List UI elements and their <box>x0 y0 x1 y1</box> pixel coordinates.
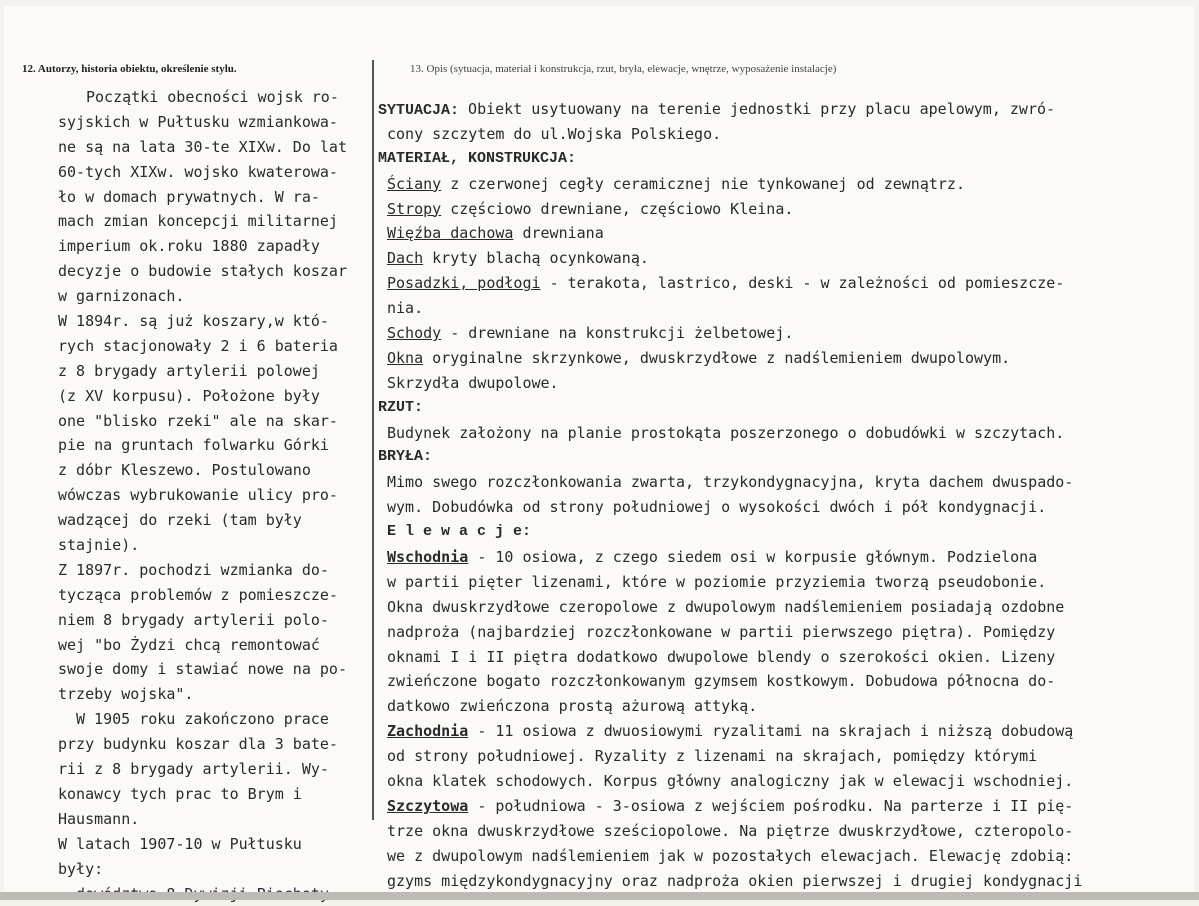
stropy-text: częściowo drewniane, częściowo Kleina. <box>450 200 793 218</box>
history-line: z dóbr Kleszewo. Postulowano <box>58 458 370 483</box>
bryla-heading: BRYŁA: <box>378 445 1178 470</box>
wschodnia-text-2: w partii pięter lizenami, które w poziomie przyziemia tworzą pseudobonie. <box>378 570 1178 595</box>
wschodnia-text: - 10 osiowa, z czego siedem osi w korpusie głównym. Podzielona <box>477 548 1037 566</box>
szczytowa-text-3: we z dwupolowym nadślemieniem jak w pozostałych elewacjach. Elewację zdobią: <box>378 844 1178 869</box>
history-line: z 8 brygady artylerii polowej <box>58 359 370 384</box>
okna-text: oryginalne skrzynkowe, dwuskrzydłowe z nadślemieniem dwupolowym. <box>432 349 1010 367</box>
section-13-title: 13. Opis (sytuacja, materiał i konstrukcja, rzut, bryła, elewacje, wnętrze, wyposażenie instalacje) <box>410 63 836 75</box>
wschodnia-text-6: zwieńczone bogato rozczłonkowanym gzymsem kostkowym. Dobudowa północna do- <box>378 669 1178 694</box>
stropy-label: Stropy <box>387 200 441 218</box>
posadzki-text-cont: nia. <box>378 296 1178 321</box>
szczytowa-label: Szczytowa <box>387 797 468 815</box>
schody-label: Schody <box>387 324 441 342</box>
history-line: Z 1897r. pochodzi wzmianka do- <box>58 558 370 583</box>
history-line: wej "bo Żydzi chcą remontować <box>58 633 370 658</box>
wschodnia-text-5: oknami I i II piętra dodatkowo dwupolowe blendy o szerokości okien. Lizeny <box>378 645 1178 670</box>
history-line: imperium ok.roku 1880 zapadły <box>58 234 370 259</box>
history-line: były: <box>58 857 370 882</box>
posadzki-text: - terakota, lastrico, deski - w zależności od pomieszcze- <box>550 274 1065 292</box>
szczytowa-text-2: trze okna dwuskrzydłowe sześciopolowe. Na piętrze dwuskrzydłowe, czteropolo- <box>378 819 1178 844</box>
dach-label: Dach <box>387 249 423 267</box>
history-column <box>58 85 370 906</box>
schody-text: - drewniane na konstrukcji żelbetowej. <box>450 324 793 342</box>
history-line: (z XV korpusu). Położone były <box>58 384 370 409</box>
dach-text: kryty blachą ocynkowaną. <box>432 249 649 267</box>
history-line: niem 8 brygady artylerii polo- <box>58 608 370 633</box>
posadzki-label: Posadzki, podłogi <box>387 274 541 292</box>
szczytowa-text: - południowa - 3-osiowa z wejściem pośrodku. Na parterze i II pię- <box>477 797 1073 815</box>
history-line: w garnizonach. <box>58 284 370 309</box>
history-line: W 1905 roku zakończono prace <box>58 707 370 732</box>
wschodnia-text-7: datkowo zwieńczona prostą ażurową attyką. <box>378 694 1178 719</box>
history-line: rych stacjonowały 2 i 6 bateria <box>58 334 370 359</box>
history-line: mach zmian koncepcji militarnej <box>58 209 370 234</box>
history-line: przy budynku koszar dla 3 bate- <box>58 732 370 757</box>
history-line: konawcy tych prac to Brym i <box>58 782 370 807</box>
history-line: syjskich w Pułtusku wzmiankowa- <box>58 110 370 135</box>
wschodnia-label: Wschodnia <box>387 548 468 566</box>
history-line: tycząca problemów z pomieszcze- <box>58 583 370 608</box>
rzut-heading: RZUT: <box>378 396 1178 421</box>
wiezba-text: drewniana <box>522 224 603 242</box>
okna-text-cont: Skrzydła dwupolowe. <box>378 371 1178 396</box>
wiezba-label: Więźba dachowa <box>387 224 513 242</box>
history-line: rii z 8 brygady artylerii. Wy- <box>58 757 370 782</box>
history-line: Hausmann. <box>58 807 370 832</box>
bryla-text-2: wym. Dobudówka od strony południowej o wysokości dwóch i pół kondygnacji. <box>378 495 1178 520</box>
column-divider <box>372 60 374 820</box>
history-line: swoje domy i stawiać nowe na po- <box>58 657 370 682</box>
history-line: wadzącej do rzeki (tam były <box>58 508 370 533</box>
okna-label: Okna <box>387 349 423 367</box>
history-line: trzeby wojska". <box>58 682 370 707</box>
history-line: stajnie). <box>58 533 370 558</box>
zachodnia-text: - 11 osiowa z dwuosiowymi ryzalitami na skrajach i niższą dobudową <box>477 722 1073 740</box>
szczytowa-text-4: gzyms międzykondygnacyjny oraz nadproża okien pierwszej i drugiej kondygnacji <box>378 869 1178 894</box>
sytuacja-heading: SYTUACJA: <box>378 102 459 119</box>
history-line: 60-tych XIXw. wojsko kwaterowa- <box>58 160 370 185</box>
wschodnia-text-4: nadproża (najbardziej rozczłonkowane w partii pierwszego piętra). Pomiędzy <box>378 620 1178 645</box>
zachodnia-text-3: okna klatek schodowych. Korpus główny analogiczny jak w elewacji wschodniej. <box>378 769 1178 794</box>
sciany-text: z czerwonej cegły ceramicznej nie tynkowanej od zewnątrz. <box>450 175 965 193</box>
page-bottom-edge <box>0 892 1199 900</box>
history-line: pie na gruntach folwarku Górki <box>58 433 370 458</box>
history-line: one "blisko rzeki" ale na skar- <box>58 409 370 434</box>
description-column <box>378 97 1178 894</box>
section-12-title: 12. Autorzy, historia obiektu, określenie stylu. <box>22 63 237 75</box>
zachodnia-text-2: od strony południowej. Ryzality z lizenami na skrajach, pomiędzy którymi <box>378 744 1178 769</box>
sciany-label: Ściany <box>387 175 441 193</box>
zachodnia-label: Zachodnia <box>387 722 468 740</box>
history-line: Początki obecności wojsk ro- <box>58 85 370 110</box>
history-line: ne są na lata 30-te XIXw. Do lat <box>58 135 370 160</box>
wschodnia-text-3: Okna dwuskrzydłowe czeropolowe z dwupolowym nadślemieniem posiadają ozdobne <box>378 595 1178 620</box>
bryla-text-1: Mimo swego rozczłonkowania zwarta, trzykondygnacyjna, kryta dachem dwuspado- <box>378 470 1178 495</box>
rzut-text: Budynek założony na planie prostokąta poszerzonego o dobudówki w szczytach. <box>378 421 1178 446</box>
history-line: decyzje o budowie stałych koszar <box>58 259 370 284</box>
elewacje-heading: E l e w a c j e: <box>378 520 1178 545</box>
sytuacja-text-cont: cony szczytem do ul.Wojska Polskiego. <box>378 122 1178 147</box>
history-line: W latach 1907-10 w Pułtusku <box>58 832 370 857</box>
material-heading: MATERIAŁ, KONSTRUKCJA: <box>378 147 1178 172</box>
history-line: wówczas wybrukowanie ulicy pro- <box>58 483 370 508</box>
history-line: W 1894r. są już koszary,w któ- <box>58 309 370 334</box>
history-line: ło w domach prywatnych. W ra- <box>58 185 370 210</box>
sytuacja-text: Obiekt usytuowany na terenie jednostki przy placu apelowym, zwró- <box>468 100 1055 118</box>
